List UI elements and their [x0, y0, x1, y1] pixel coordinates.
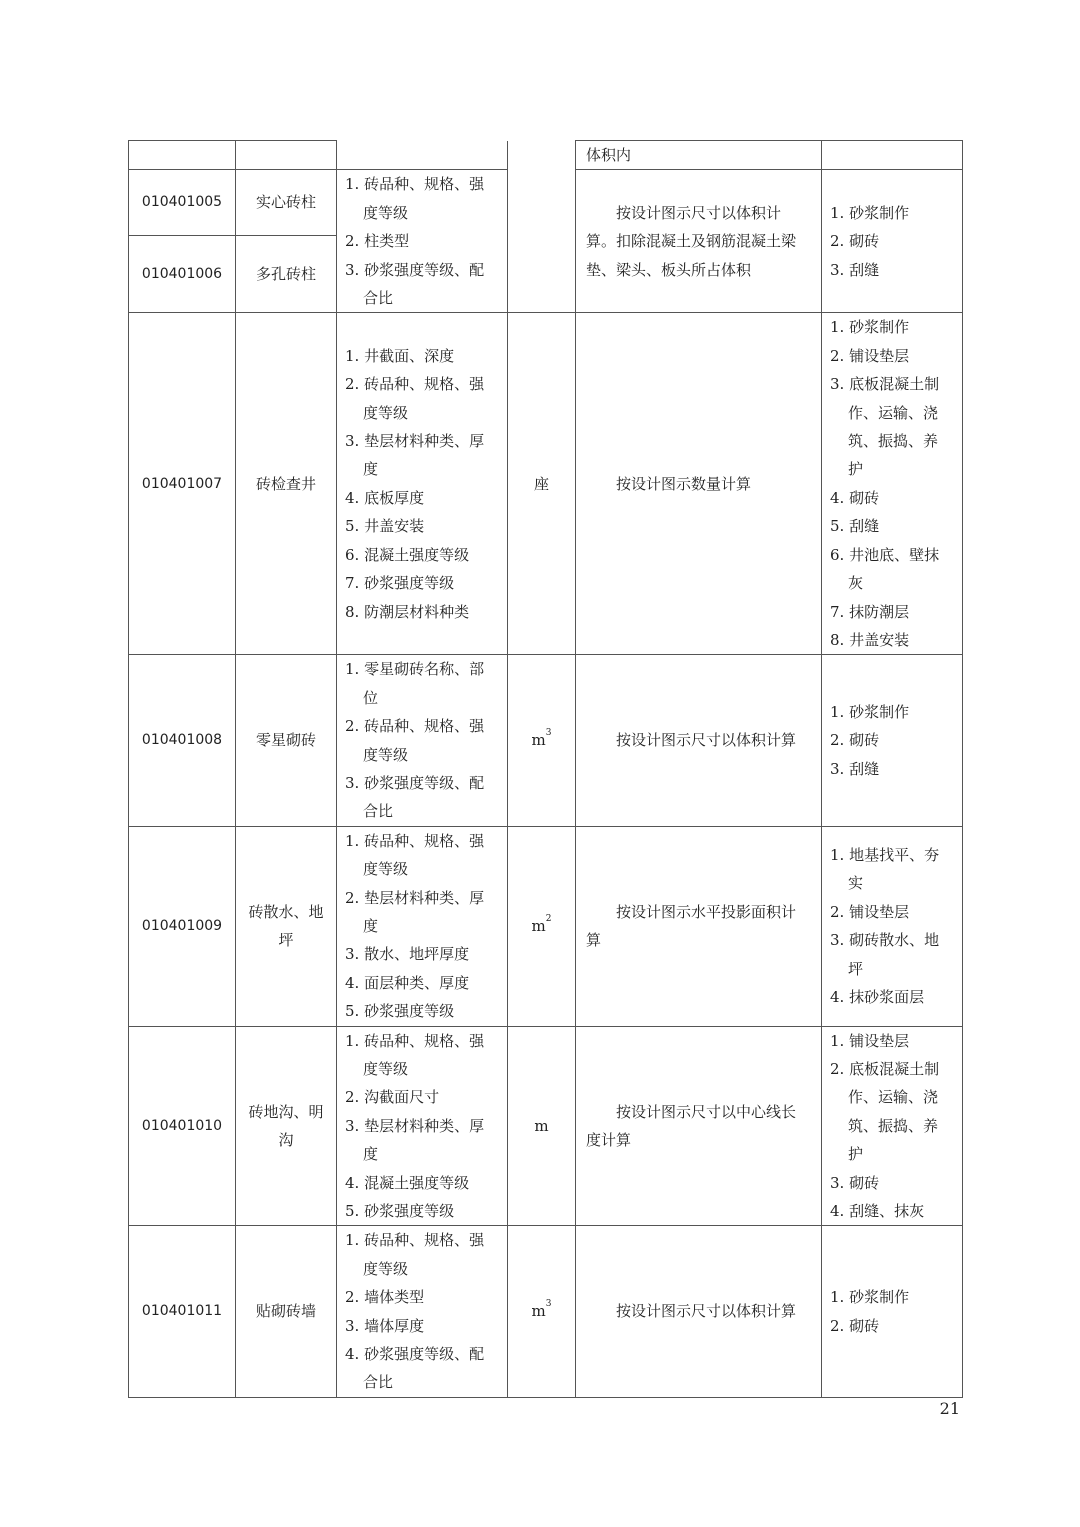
- feature-item: 2. 沟截面尺寸: [345, 1088, 440, 1107]
- work-item: 3. 底板混凝土制作、运输、浇筑、振捣、养护: [830, 375, 940, 479]
- work-item: 6. 井池底、壁抹灰: [830, 545, 940, 593]
- unit-text: m: [534, 1116, 549, 1135]
- work-item: 3. 砌砖散水、地坪: [830, 931, 940, 978]
- work-item: 1. 铺设垫层: [830, 1031, 910, 1050]
- rule-text: 按设计图示数量计算: [616, 474, 752, 493]
- feature-item: 1. 砖品种、规格、强度等级: [345, 1231, 485, 1278]
- feature-item: 5. 井盖安装: [345, 517, 425, 536]
- features-cell: [337, 1226, 508, 1397]
- table-row: [129, 826, 963, 1026]
- item-name: 砖地沟、明沟: [236, 1026, 337, 1226]
- work-item: 2. 铺设垫层: [830, 346, 910, 365]
- feature-item: 4. 混凝土强度等级: [345, 1173, 470, 1192]
- unit-text: 座: [533, 474, 549, 493]
- feature-item: 2. 垫层材料种类、厚度: [345, 888, 485, 935]
- rule-cell: [576, 170, 822, 313]
- item-code: 010401006: [129, 235, 236, 313]
- work-item: 1. 砂浆制作: [830, 1288, 910, 1307]
- feature-item: 3. 散水、地坪厚度: [345, 945, 470, 964]
- table-row: [129, 1026, 963, 1226]
- table-row: [129, 1226, 963, 1397]
- rule-cell-continued: [576, 141, 822, 170]
- rule-cell: [576, 826, 822, 1026]
- feature-item: 3. 垫层材料种类、厚度: [345, 432, 485, 479]
- work-cell: [822, 313, 963, 655]
- work-item: 3. 刮缝: [830, 260, 880, 279]
- rule-cell: [576, 313, 822, 655]
- item-name: 砖散水、地坪: [236, 826, 337, 1026]
- item-name: 砖检查井: [236, 313, 337, 655]
- table-row: [129, 313, 963, 655]
- feature-item: 3. 砂浆强度等级、配合比: [345, 260, 485, 308]
- item-name: 贴砌砖墙: [236, 1226, 337, 1397]
- rule-cell: [576, 1226, 822, 1397]
- work-item: 2. 底板混凝土制作、运输、浇筑、振捣、养护: [830, 1060, 940, 1164]
- item-name: 多孔砖柱: [236, 235, 337, 313]
- feature-item: 5. 砂浆强度等级: [345, 1002, 455, 1021]
- features-cell: [337, 1026, 508, 1226]
- work-cell: [822, 170, 963, 313]
- feature-item: 2. 柱类型: [345, 232, 410, 251]
- feature-item: 8. 防潮层材料种类: [345, 602, 470, 621]
- unit-superscript: 2: [545, 913, 552, 924]
- feature-item: 5. 砂浆强度等级: [345, 1202, 455, 1221]
- work-cell: [822, 826, 963, 1026]
- feature-item: 2. 墙体类型: [345, 1288, 425, 1307]
- feature-item: 4. 面层种类、厚度: [345, 973, 470, 992]
- work-item: 1. 地基找平、夯实: [830, 845, 940, 893]
- feature-item: 3. 砂浆强度等级、配合比: [345, 773, 485, 821]
- feature-item: 7. 砂浆强度等级: [345, 574, 455, 593]
- quantity-rules-table: [128, 140, 963, 1398]
- feature-item: 1. 砖品种、规格、强度等级: [345, 1031, 485, 1078]
- feature-item: 4. 底板厚度: [345, 488, 425, 507]
- unit-text: m: [531, 731, 546, 750]
- features-cell: [337, 655, 508, 826]
- features-cell: [337, 313, 508, 655]
- features-cell: [337, 170, 508, 313]
- unit-cell: [508, 826, 576, 1026]
- feature-item: 1. 砖品种、规格、强度等级: [345, 831, 485, 879]
- rule-cell: [576, 1026, 822, 1226]
- rule-text: 按设计图示尺寸以体积计算。扣除混凝土及钢筋混凝土梁垫、梁头、板头所占体积: [586, 203, 797, 279]
- work-item: 8. 井盖安装: [830, 630, 910, 649]
- unit-cell: [508, 313, 576, 655]
- work-item: 2. 砌砖: [830, 1316, 880, 1335]
- continuation-row: [129, 141, 963, 170]
- work-item: 3. 刮缝: [830, 759, 880, 778]
- feature-item: 2. 砖品种、规格、强度等级: [345, 717, 485, 764]
- feature-item: 2. 砖品种、规格、强度等级: [345, 375, 485, 422]
- work-cell: [822, 1226, 963, 1397]
- feature-item: 3. 垫层材料种类、厚度: [345, 1116, 485, 1164]
- rule-text: 体积内: [586, 146, 632, 164]
- table-row: [129, 655, 963, 826]
- unit-superscript: 3: [545, 728, 552, 739]
- work-cell-empty: [822, 141, 963, 170]
- page-number: 21: [939, 1399, 960, 1418]
- unit-cell: [508, 1226, 576, 1397]
- work-item: 7. 抹防潮层: [830, 602, 910, 621]
- unit-text: m: [531, 1302, 546, 1321]
- item-code: 010401011: [129, 1226, 236, 1397]
- item-name: 零星砌砖: [236, 655, 337, 826]
- feature-item: 4. 砂浆强度等级、配合比: [345, 1345, 485, 1392]
- work-cell: [822, 655, 963, 826]
- feature-item: 3. 墙体厚度: [345, 1316, 425, 1335]
- feature-item: 6. 混凝土强度等级: [345, 545, 470, 564]
- work-item: 4. 砌砖: [830, 488, 880, 507]
- item-code: 010401005: [129, 170, 236, 235]
- item-code: 010401009: [129, 826, 236, 1026]
- rule-text: 按设计图示尺寸以体积计算: [616, 1302, 797, 1321]
- unit-superscript: 3: [545, 1299, 552, 1310]
- work-item: 5. 刮缝: [830, 517, 880, 536]
- work-item: 1. 砂浆制作: [830, 318, 910, 337]
- item-code: 010401010: [129, 1026, 236, 1226]
- work-item: 4. 抹砂浆面层: [830, 987, 925, 1006]
- unit-cell-continued: [508, 141, 576, 313]
- features-cell: [337, 826, 508, 1026]
- unit-cell: [508, 1026, 576, 1226]
- features-cell-continued: [337, 141, 508, 170]
- name-cell-empty: [236, 141, 337, 170]
- work-item: 2. 砌砖: [830, 731, 880, 750]
- rule-text: 按设计图示尺寸以体积计算: [616, 731, 797, 750]
- work-item: 3. 砌砖: [830, 1173, 880, 1192]
- work-item: 1. 砂浆制作: [830, 702, 910, 721]
- feature-item: 1. 井截面、深度: [345, 346, 455, 365]
- rule-cell: [576, 655, 822, 826]
- work-item: 2. 铺设垫层: [830, 902, 910, 921]
- feature-item: 1. 砖品种、规格、强度等级: [345, 175, 485, 222]
- work-cell: [822, 1026, 963, 1226]
- rule-text: 按设计图示水平投影面积计算: [586, 902, 797, 950]
- feature-item: 1. 零星砌砖名称、部位: [345, 660, 485, 707]
- item-code: 010401008: [129, 655, 236, 826]
- work-item: 2. 砌砖: [830, 232, 880, 251]
- work-item: 4. 刮缝、抹灰: [830, 1202, 925, 1221]
- unit-text: m: [531, 916, 546, 935]
- item-code: 010401007: [129, 313, 236, 655]
- item-name: 实心砖柱: [236, 170, 337, 235]
- unit-cell: [508, 655, 576, 826]
- rule-text: 按设计图示尺寸以中心线长度计算: [586, 1102, 797, 1150]
- code-cell-empty: [129, 141, 236, 170]
- work-item: 1. 砂浆制作: [830, 203, 910, 222]
